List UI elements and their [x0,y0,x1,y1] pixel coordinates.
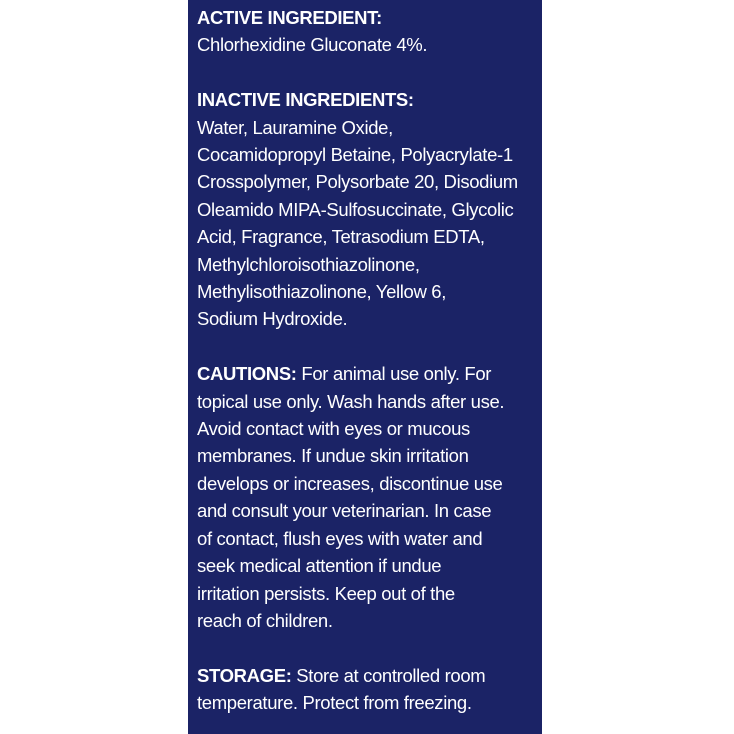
storage-section [197,662,542,717]
cautions-line: develops or increases, discontinue use [197,472,503,494]
inactive-ingredients-line: Methylisothiazolinone, Yellow 6, [197,281,446,303]
cautions-section [197,360,542,634]
cautions-line: of contact, flush eyes with water and [197,527,483,549]
inactive-ingredients-line: Acid, Fragrance, Tetrasodium EDTA, [197,226,485,248]
inactive-ingredients-line: Sodium Hydroxide. [197,308,348,330]
cautions-line: membranes. If undue skin irritation [197,445,469,467]
cautions-first-text: For animal use only. For [296,363,492,385]
cautions-line: reach of children. [197,609,333,631]
active-ingredient-heading: ACTIVE INGREDIENT: [197,7,382,28]
storage-line: temperature. Protect from freezing. [197,692,472,714]
storage-first-text: Store at controlled room [291,664,486,686]
inactive-ingredients-section [197,86,542,333]
cautions-first-line [197,360,542,387]
cautions-line: and consult your veterinarian. In case [197,500,492,522]
storage-heading: STORAGE: [197,664,292,686]
storage-first-line [197,662,542,689]
cautions-line: seek medical attention if undue [197,555,442,577]
cautions-line: irritation persists. Keep out of the [197,582,455,604]
product-label-panel [188,0,542,734]
inactive-ingredients-line: Methylchloroisothiazolinone, [197,253,420,275]
inactive-ingredients-heading: INACTIVE INGREDIENTS: [197,89,414,111]
active-ingredient-line: Chlorhexidine Gluconate 4%. [197,34,428,56]
cautions-line: Avoid contact with eyes or mucous [197,418,470,440]
inactive-ingredients-line: Cocamidopropyl Betaine, Polyacrylate-1 [197,144,513,166]
inactive-ingredients-line: Oleamido MIPA-Sulfosuccinate, Glycolic [197,198,514,220]
cautions-line: topical use only. Wash hands after use. [197,390,505,412]
inactive-ingredients-line: Crosspolymer, Polysorbate 20, Disodium [197,171,518,193]
cautions-heading: CAUTIONS: [197,363,297,385]
inactive-ingredients-line: Water, Lauramine Oxide, [197,116,393,138]
active-ingredient-section [197,4,542,59]
